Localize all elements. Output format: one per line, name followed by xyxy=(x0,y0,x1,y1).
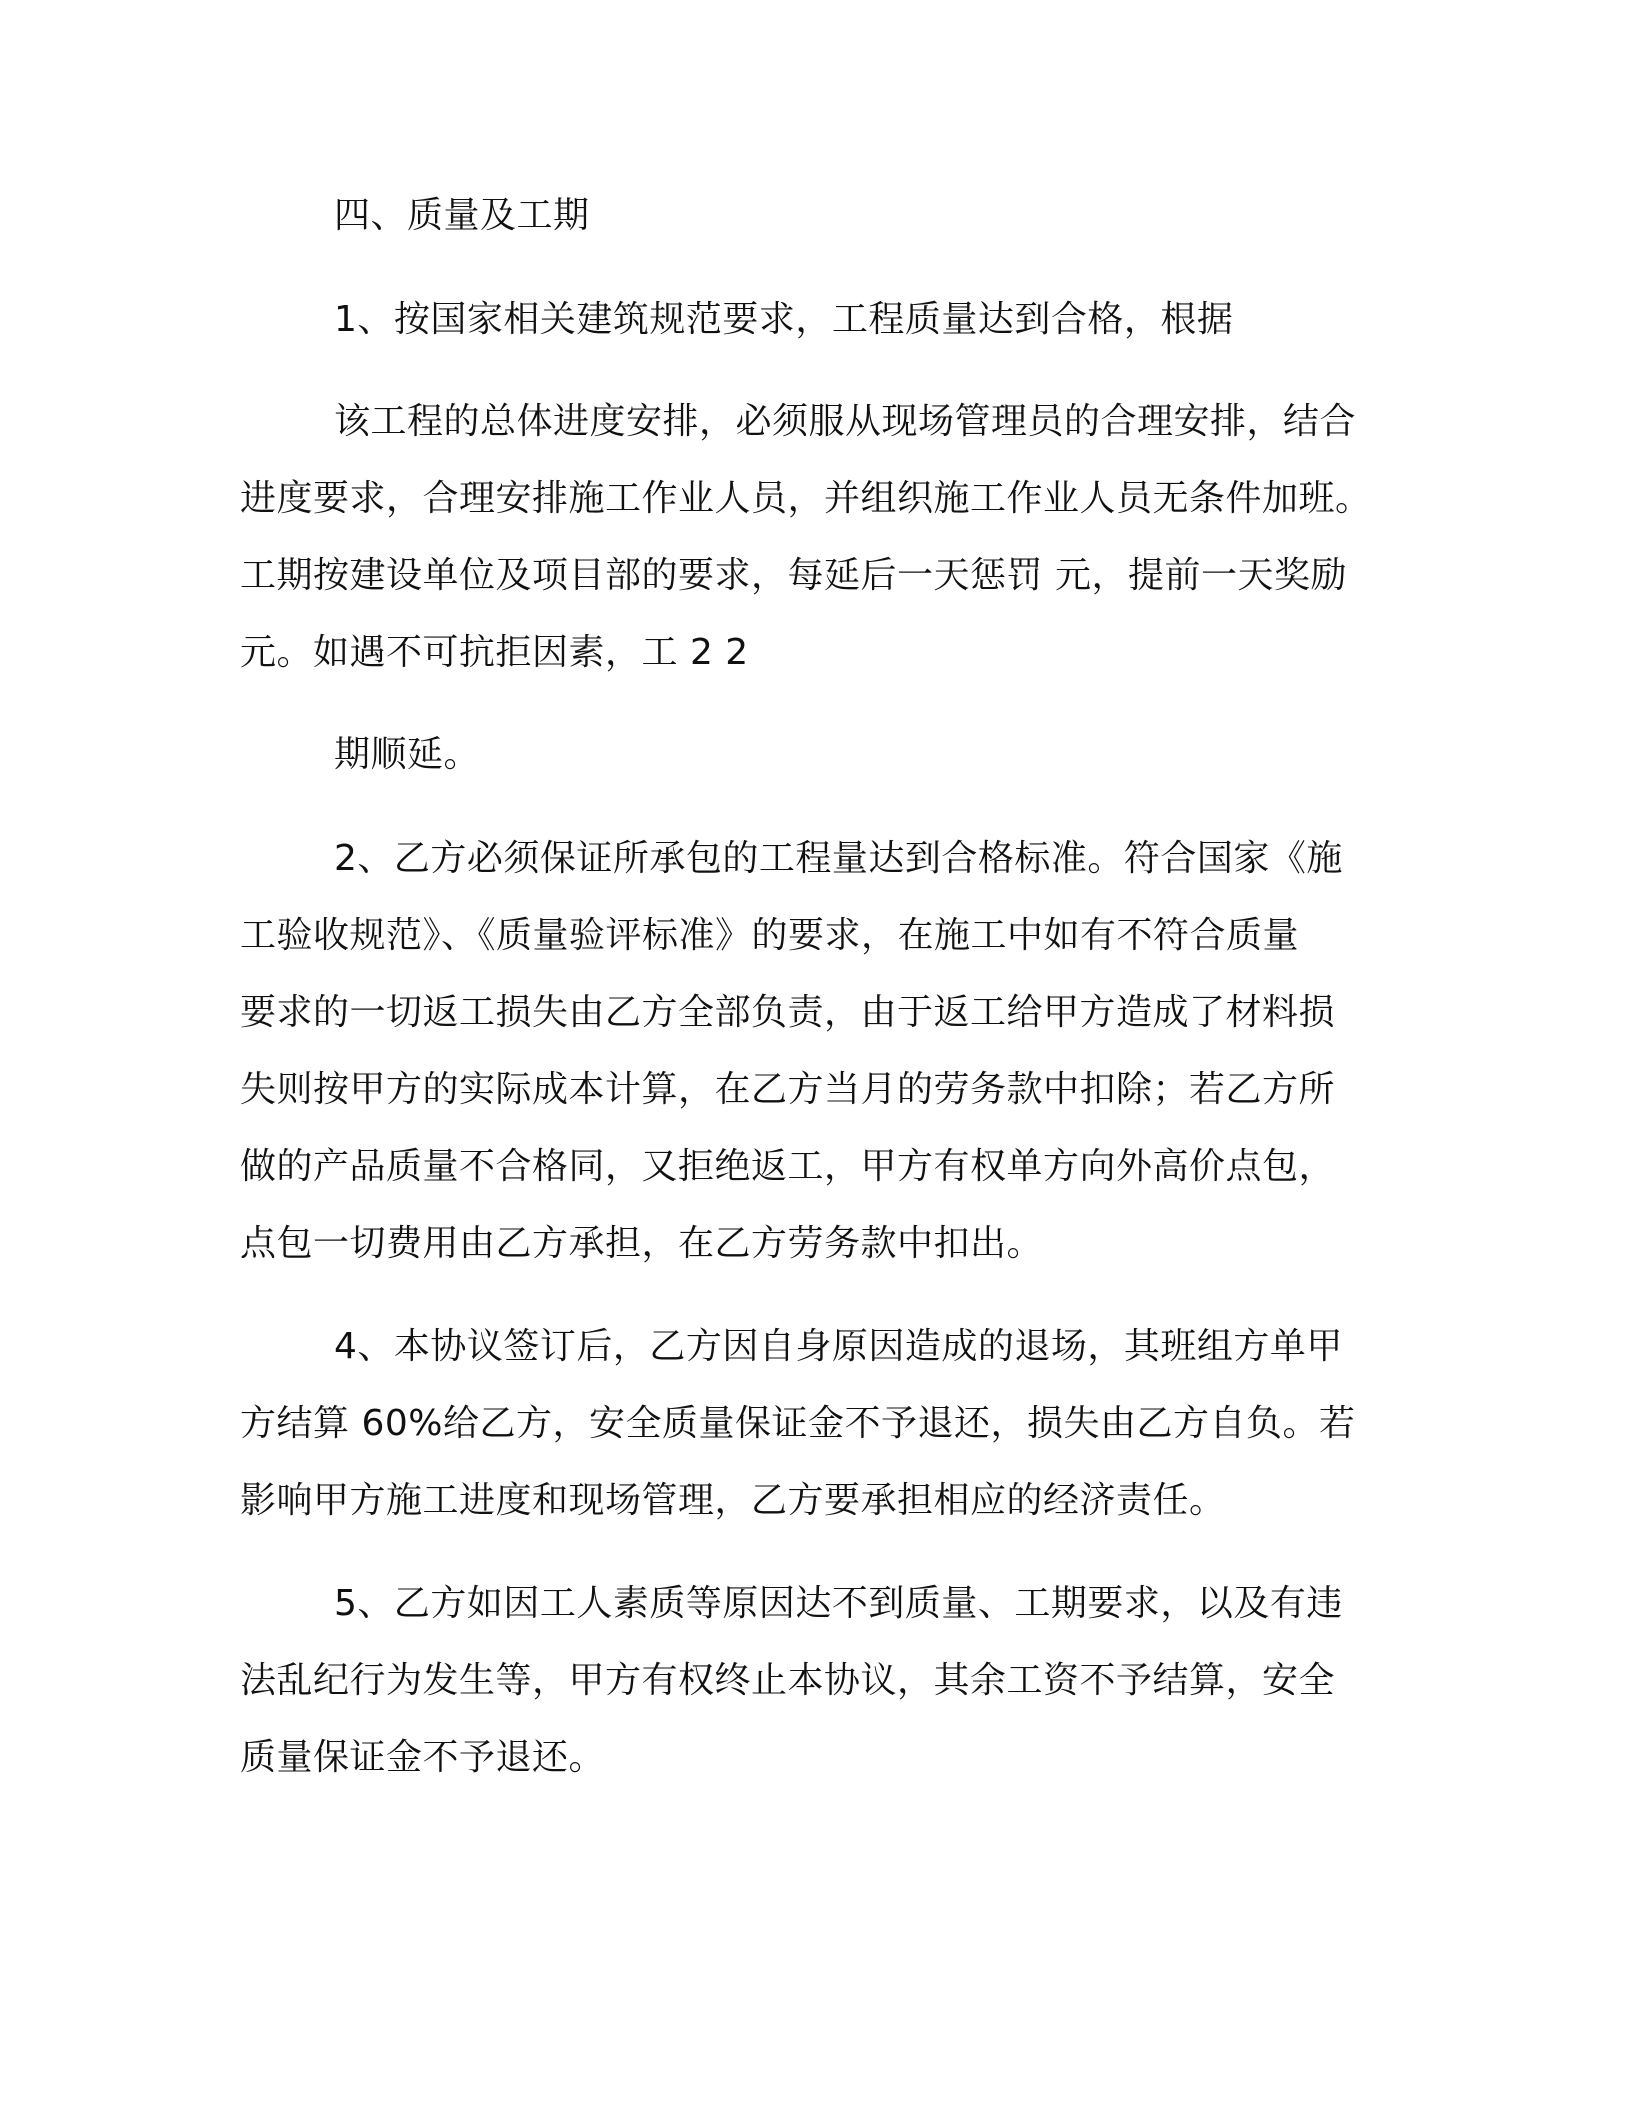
clause-1-line-4: 工期按建设单位及项目部的要求，每延后一天惩罚 元，提前一天奖励 xyxy=(240,555,1347,596)
clause-2-line-1: 2、乙方必须保证所承包的工程量达到合格标准。符合国家《施 xyxy=(334,838,1343,879)
section-heading: 四、质量及工期 xyxy=(334,195,590,236)
clause-1-line-2: 该工程的总体进度安排，必须服从现场管理员的合理安排，结合 xyxy=(334,401,1357,442)
clause-1-line-5: 元。如遇不可抗拒因素，工 2 2 xyxy=(240,632,749,673)
clause-2-line-5: 做的产品质量不合格同，又拒绝返工，甲方有权单方向外高价点包， xyxy=(240,1146,1336,1187)
clause-2-line-2: 工验收规范》、《质量验评标准》的要求，在施工中如有不符合质量 xyxy=(240,915,1300,956)
clause-2-line-3: 要求的一切返工损失由乙方全部负责，由于返工给甲方造成了材料损 xyxy=(240,992,1336,1033)
clause-5-line-3: 质量保证金不予退还。 xyxy=(240,1737,606,1778)
clause-1-line-1: 1、按国家相关建筑规范要求，工程质量达到合格，根据 xyxy=(334,299,1234,340)
clause-4-line-3: 影响甲方施工进度和现场管理，乙方要承担相应的经济责任。 xyxy=(240,1480,1226,1521)
clause-1-line-6: 期顺延。 xyxy=(334,734,481,775)
clause-1-line-3: 进度要求，合理安排施工作业人员，并组织施工作业人员无条件加班。 xyxy=(240,478,1372,519)
clause-5-line-2: 法乱纪行为发生等，甲方有权终止本协议，其余工资不予结算，安全 xyxy=(240,1660,1336,1701)
clause-5-line-1: 5、乙方如因工人素质等原因达不到质量、工期要求，以及有违 xyxy=(334,1583,1343,1624)
clause-2-line-4: 失则按甲方的实际成本计算，在乙方当月的劳务款中扣除；若乙方所 xyxy=(240,1069,1336,1110)
clause-2-line-6: 点包一切费用由乙方承担，在乙方劳务款中扣出。 xyxy=(240,1223,1044,1264)
clause-4-line-2: 方结算 60%给乙方，安全质量保证金不予退还，损失由乙方自负。若 xyxy=(240,1403,1356,1444)
clause-4-line-1: 4、本协议签订后，乙方因自身原因造成的退场，其班组方单甲 xyxy=(334,1326,1343,1367)
